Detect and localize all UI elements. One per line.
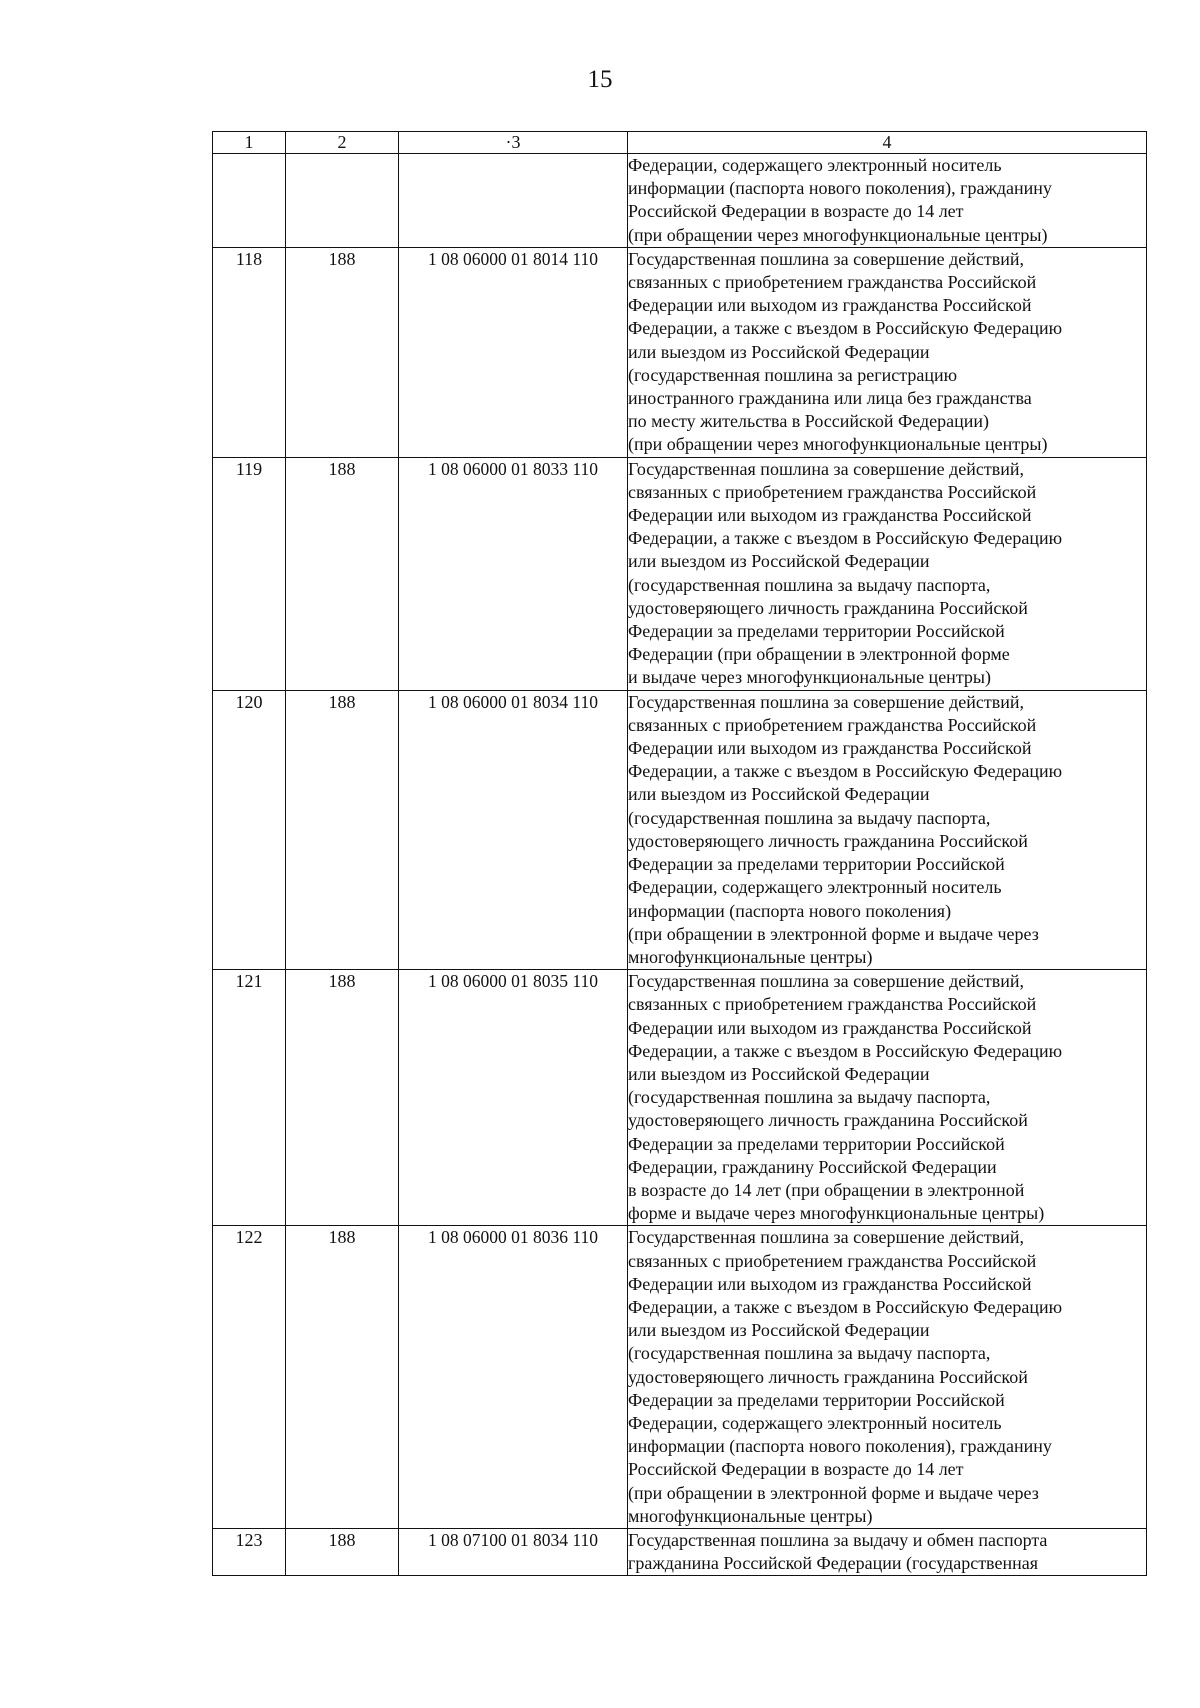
description-line: удостоверяющего личность гражданина Российской: [628, 1366, 1028, 1387]
table-row: [213, 1528, 1147, 1575]
description-line: многофункциональные центры): [628, 1505, 873, 1526]
table-row: [213, 690, 1147, 969]
budget-code-cell: 1 08 06000 01 8033 110: [399, 457, 628, 690]
table-body: [213, 154, 1147, 1576]
description-cell: [628, 1528, 1147, 1575]
description-line: (при обращении через многофункциональные центры): [628, 224, 1048, 245]
description-cell: [628, 970, 1147, 1226]
description-line: Федерации за пределами территории Российской: [628, 621, 1005, 642]
description-line: связанных с приобретением гражданства Российской: [628, 1250, 1037, 1271]
description-line: удостоверяющего личность гражданина Российской: [628, 830, 1028, 851]
description-line: или выездом из Российской Федерации: [628, 1320, 930, 1341]
description-line: Федерации или выходом из гражданства Российской: [628, 1017, 1032, 1038]
description-line: в возрасте до 14 лет (при обращении в электронной: [628, 1179, 1025, 1200]
description-line: или выездом из Российской Федерации: [628, 551, 930, 572]
column-header-4: 4: [628, 132, 1147, 154]
row-number-cell: 122: [213, 1226, 286, 1529]
description-line: Федерации, а также с въездом в Российскую Федерацию: [628, 528, 1063, 549]
budget-code-cell: 1 08 06000 01 8014 110: [399, 247, 628, 457]
description-line: (государственная пошлина за выдачу паспорта,: [628, 1087, 991, 1108]
description-line: или выездом из Российской Федерации: [628, 341, 930, 362]
column-header-1: 1: [213, 132, 286, 154]
description-line: (государственная пошлина за выдачу паспорта,: [628, 1343, 991, 1364]
table-row: [213, 154, 1147, 248]
admin-code-cell: 188: [286, 690, 399, 969]
page-number: 15: [587, 66, 613, 93]
admin-code-cell: [286, 154, 399, 248]
description-line: Федерации, содержащего электронный носитель: [628, 155, 1002, 175]
description-line: Федерации за пределами территории Российской: [628, 1133, 1005, 1154]
description-line: связанных с приобретением гражданства Российской: [628, 272, 1037, 293]
budget-code-cell: [399, 154, 628, 248]
budget-code-table: [212, 131, 1147, 1576]
description-line: Федерации, содержащего электронный носитель: [628, 877, 1002, 898]
budget-code-cell: 1 08 07100 01 8034 110: [399, 1528, 628, 1575]
description-line: связанных с приобретением гражданства Российской: [628, 481, 1037, 502]
admin-code-cell: 188: [286, 247, 399, 457]
description-line: Федерации или выходом из гражданства Российской: [628, 1273, 1032, 1294]
description-line: Федерации, содержащего электронный носитель: [628, 1412, 1002, 1433]
description-line: информации (паспорта нового поколения), гражданину: [628, 1436, 1052, 1457]
description-line: (государственная пошлина за выдачу паспорта,: [628, 807, 991, 828]
row-number-cell: [213, 154, 286, 248]
table-row: [213, 457, 1147, 690]
description-line: (при обращении в электронной форме и выдаче через: [628, 923, 1039, 944]
description-line: Федерации, а также с въездом в Российскую Федерацию: [628, 761, 1063, 782]
table-row: [213, 1226, 1147, 1529]
description-line: информации (паспорта нового поколения): [628, 900, 952, 921]
description-line: и выдаче через многофункциональные центры): [628, 667, 991, 688]
row-number-cell: 120: [213, 690, 286, 969]
description-line: гражданина Российской Федерации (государственная: [628, 1553, 1038, 1574]
description-line: иностранного гражданина или лица без гражданства: [628, 388, 1032, 409]
description-line: Государственная пошлина за совершение действий,: [628, 458, 1025, 479]
description-line: Государственная пошлина за совершение действий,: [628, 248, 1025, 269]
row-number-cell: 119: [213, 457, 286, 690]
budget-code-cell: 1 08 06000 01 8034 110: [399, 690, 628, 969]
description-line: (при обращении в электронной форме и выдаче через: [628, 1482, 1039, 1503]
description-line: Федерации за пределами территории Российской: [628, 854, 1005, 875]
description-line: Российской Федерации в возрасте до 14 лет: [628, 1459, 964, 1480]
description-line: (при обращении через многофункциональные центры): [628, 434, 1048, 455]
description-line: (государственная пошлина за выдачу паспорта,: [628, 574, 991, 595]
description-cell: [628, 247, 1147, 457]
description-line: Государственная пошлина за совершение действий,: [628, 1227, 1025, 1248]
table-row: [213, 970, 1147, 1226]
description-line: Федерации или выходом из гражданства Российской: [628, 738, 1032, 759]
description-cell: [628, 690, 1147, 969]
description-line: Федерации или выходом из гражданства Российской: [628, 505, 1032, 526]
description-line: Федерации за пределами территории Российской: [628, 1389, 1005, 1410]
admin-code-cell: 188: [286, 1226, 399, 1529]
description-cell: [628, 457, 1147, 690]
description-line: связанных с приобретением гражданства Российской: [628, 714, 1037, 735]
budget-code-cell: 1 08 06000 01 8036 110: [399, 1226, 628, 1529]
admin-code-cell: 188: [286, 970, 399, 1226]
row-number-cell: 123: [213, 1528, 286, 1575]
table-header-row: [213, 132, 1147, 154]
description-line: Федерации, а также с въездом в Российскую Федерацию: [628, 1296, 1063, 1317]
description-line: Федерации или выходом из гражданства Российской: [628, 295, 1032, 316]
description-line: по месту жительства в Российской Федерации): [628, 411, 990, 432]
table-row: [213, 247, 1147, 457]
description-line: многофункциональные центры): [628, 946, 873, 967]
description-line: Государственная пошлина за совершение действий,: [628, 691, 1025, 712]
description-cell: [628, 1226, 1147, 1529]
description-line: форме и выдаче через многофункциональные центры): [628, 1203, 1045, 1224]
budget-code-cell: 1 08 06000 01 8035 110: [399, 970, 628, 1226]
description-line: Государственная пошлина за выдачу и обмен паспорта: [628, 1529, 1048, 1550]
column-header-3: ·3: [399, 132, 628, 154]
description-line: Федерации (при обращении в электронной форме: [628, 644, 1010, 665]
row-number-cell: 121: [213, 970, 286, 1226]
column-header-2: 2: [286, 132, 399, 154]
row-number-cell: 118: [213, 247, 286, 457]
description-line: Федерации, гражданину Российской Федерации: [628, 1156, 997, 1177]
admin-code-cell: 188: [286, 1528, 399, 1575]
description-line: или выездом из Российской Федерации: [628, 1063, 930, 1084]
description-line: Федерации, а также с въездом в Российскую Федерацию: [628, 318, 1063, 339]
description-line: связанных с приобретением гражданства Российской: [628, 994, 1037, 1015]
description-line: информации (паспорта нового поколения), гражданину: [628, 178, 1052, 199]
description-line: удостоверяющего личность гражданина Российской: [628, 1110, 1028, 1131]
description-line: Федерации, а также с въездом в Российскую Федерацию: [628, 1040, 1063, 1061]
description-line: или выездом из Российской Федерации: [628, 784, 930, 805]
admin-code-cell: 188: [286, 457, 399, 690]
description-line: удостоверяющего личность гражданина Российской: [628, 597, 1028, 618]
description-line: (государственная пошлина за регистрацию: [628, 364, 958, 385]
description-cell: [628, 154, 1147, 248]
description-line: Российской Федерации в возрасте до 14 лет: [628, 201, 964, 222]
description-line: Государственная пошлина за совершение действий,: [628, 971, 1025, 992]
